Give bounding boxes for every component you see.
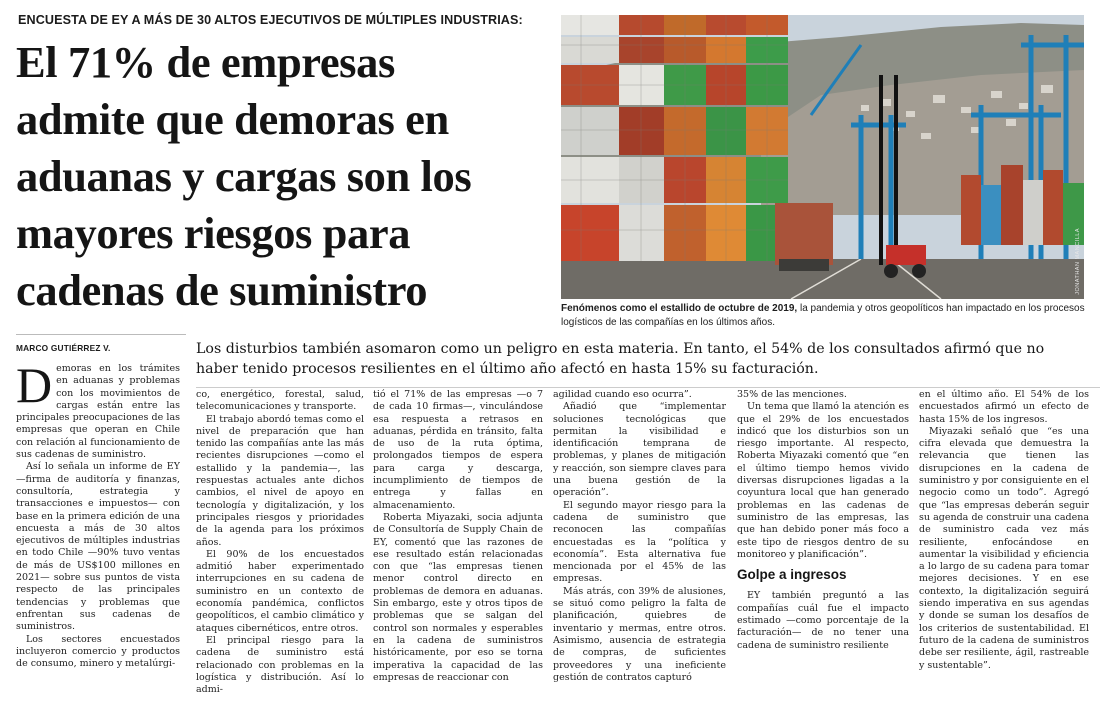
pull-quote-line: Los disturbios también asomaron como un peligro en esta materia. En tanto, el 54% de los consultados afirmó que no	[196, 341, 1045, 357]
paragraph: EY también preguntó a las compañías cuál fue el impacto estimado —como porcentaje de la facturación— de no tener una cadena de suministro resiliente	[737, 590, 909, 651]
headline	[16, 34, 556, 319]
paragraph: 35% de las menciones.	[737, 389, 847, 400]
paragraph: Más atrás, con 39% de alusiones, se situó como peligro la falta de planificación, quiebres de inventario y mermas, entre otros. Asimismo, ausencia de estrategia de compras, de suficientes proveedores y una ineficiente gestión de contratos capturó	[553, 585, 726, 683]
container-port-illustration	[561, 15, 1084, 299]
kicker: ENCUESTA DE EY A MÁS DE 30 ALTOS EJECUTIVOS DE MÚLTIPLES INDUSTRIAS:	[18, 13, 523, 27]
pull-quote-line: haber tenido procesos resilientes en el último año afectó en hasta 15% su facturación.	[196, 361, 819, 377]
pull-quote	[196, 339, 1100, 379]
article-column-6	[919, 389, 1089, 711]
article-column-2	[196, 389, 364, 711]
paragraph: El segundo mayor riesgo para la cadena de suministro que reconocen las compañías encuestadas es la “política y economía”. Esta alternativa fue mencionada por el 45% de las empresas.	[553, 499, 726, 585]
subheading: Golpe a ingresos	[737, 567, 847, 583]
headline-line: aduanas y cargas son los	[16, 151, 472, 201]
paragraph: El principal riesgo para la cadena de suministro está relacionado con problemas en la logística y distribución. Así lo admi-	[196, 634, 364, 696]
paragraph: Un tema que llamó la atención es que el 29% de los encuestados indicó que los disturbios son un riesgo importante. Al respecto, Roberta Miyazaki comentó que “en el último tiempo hemos vivido diversas disrupciones ligadas a la coyuntura local que han generado problemas en las cadenas de suministro de las empresas, las que han debido poner más foco a este tipo de riesgos dentro de su monitoreo y planificación”.	[737, 401, 909, 560]
paragraph: tió el 71% de las empresas —o 7 de cada 10 firmas—, vinculándose esa respuesta a retrasos en aduanas, pérdida en tránsito, falta de uso de la ruta óptima, prolongados tiempos de espera para carga y descarga, incumplimiento de tiempos de entrega y fallas en almacenamiento.	[373, 389, 543, 511]
article-column-4	[553, 389, 726, 711]
paragraph: El trabajo abordó temas como el nivel de preparación que han tenido las compañías ante las más recientes disrupciones —como el estallido y la pandemia—, las respuestas actuales ante dichos cambios, el nivel de apoyo en tecnología y digitalización, y los principales riesgos y prioridades de la agenda para los próximos años.	[196, 413, 364, 548]
caption-bold: Fenómenos como el estallido de octubre de 2019,	[561, 303, 798, 314]
paragraph: en el último año. El 54% de los encuestados afirmó un efecto de hasta 15% de los ingresos.	[919, 389, 1089, 425]
byline: MARCO GUTIÉRREZ V.	[16, 343, 111, 353]
headline-line: cadenas de suministro	[16, 265, 428, 315]
paragraph: agilidad cuando eso ocurra”.	[553, 389, 692, 400]
article-column-3	[373, 389, 543, 711]
paragraph: Roberta Miyazaki, socia adjunta de Consultoría de Supply Chain de EY, comentó que las razones de ese resultado están relacionadas con que “las empresas tienen menor control directo en problemas de demora en aduanas. Sin embargo, este y otros tipos de problemas que se salgan del control son normales y esperables en la cadena de suministros históricamente, por eso se torna imperativa la capacidad de las empresas de reaccionar con	[373, 511, 543, 683]
article-column-5	[737, 389, 909, 711]
headline-line: mayores riesgos para	[16, 208, 411, 258]
container-port-photo	[561, 15, 1084, 299]
drop-cap: D	[16, 363, 53, 413]
photo-credit: JONATHAN MANCILLA	[1075, 228, 1081, 295]
paragraph: El 90% de los encuestados admitió haber experimentado interrupciones en su cadena de suministro en un contexto de economía pandémica, conflictos geopolíticos, el cambio climático y ataques cibernéticos, entre otros.	[196, 548, 364, 634]
headline-line: El 71% de empresas	[16, 37, 395, 87]
paragraph: Así lo señala un informe de EY —firma de auditoría y finanzas, consultoría, estrategia y transacciones e impuestos— con base en la primera edición de una encuesta a más de 30 altos ejecutivos de múltiples industrias en todo Chile —90% tuvo ventas de más de US$100 millones en 2021— sobre sus puntos de vista respecto de las principales tendencias y problemas que enfrentan sus cadenas de suministros.	[16, 461, 180, 633]
paragraph: emoras en los trámites en aduanas y problemas con los movimientos de cargas están entre las principales preocupaciones de las empresas que operan en Chile con relación al funcionamiento de sus cadenas de suministro.	[16, 363, 180, 461]
caption-text: la pandemia y otros geopolíticos han impactado en los procesos logísticos de las compañías en los últimos años.	[561, 303, 1085, 328]
photo-caption	[561, 302, 1089, 329]
paragraph: Los sectores encuestados incluyeron comercio y productos de consumo, minero y metalúrgi-	[16, 633, 180, 670]
article-column-1	[16, 363, 180, 711]
divider	[196, 387, 1100, 388]
paragraph: co, energético, forestal, salud, telecomunicaciones y transporte.	[196, 389, 364, 413]
paragraph: Añadió que “implementar soluciones tecnológicas que permitan la visibilidad e identificación temprana de problemas, y planes de mitigación y reacción, son siempre claves para una buena gestión de la operación”.	[553, 401, 726, 499]
headline-line: admite que demoras en	[16, 94, 449, 144]
paragraph: Miyazaki señaló que “es una cifra elevada que demuestra la relevancia que tienen las disrupciones en la cadena de suministro y por consiguiente en el negocio como un todo”. Agregó que “las empresas deberán seguir su agenda de construir una cadena de suministro cada vez más resiliente, enfocándose en aumentar la visibilidad y eficiencia a lo largo de su cadena para tomar mejores decisiones. Y en ese contexto, la digitalización seguirá siendo imperativa en sus agendas y donde se suman los desafíos de los criterios de sustentabilidad. El futuro de la cadena de suministros debe ser resiliente, ágil, rastreable y sustentable”.	[919, 425, 1089, 671]
divider	[16, 334, 186, 335]
